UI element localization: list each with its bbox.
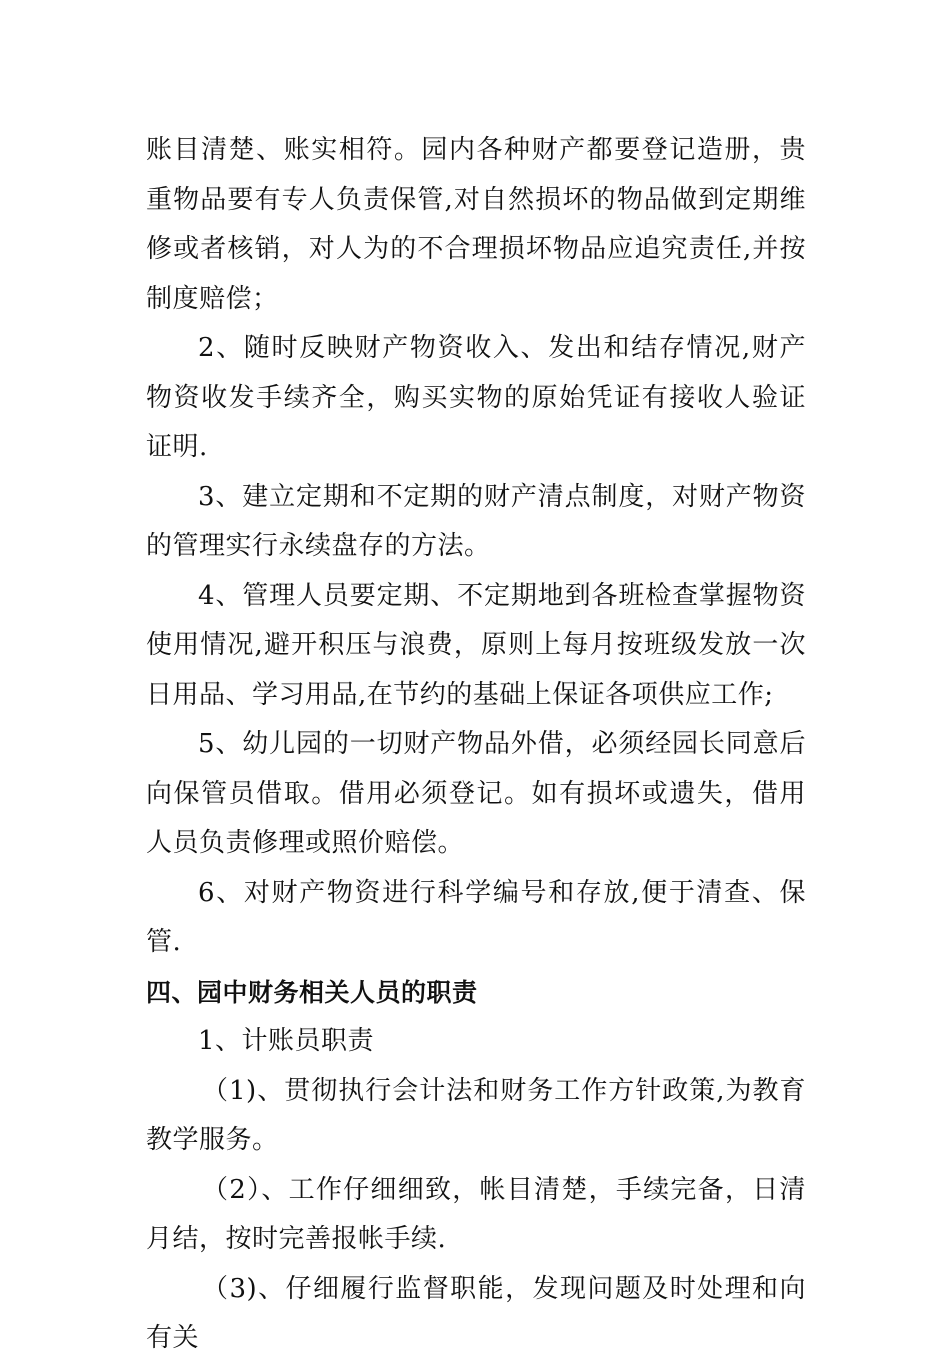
paragraph-item-4: 4、管理人员要定期、不定期地到各班检查掌握物资使用情况,避开积压与浪费，原则上每月按班级发放一次日用品、学习用品,在节约的基础上保证各项供应工作; — [146, 580, 806, 710]
sub-item-1: （1)、贯彻执行会计法和财务工作方针政策,为教育教学服务。 — [146, 1075, 806, 1155]
paragraph-item-6: 6、对财产物资进行科学编号和存放,便于清查、保管. — [146, 877, 806, 957]
sub-item-3: （3)、仔细履行监督职能，发现问题及时处理和向有关 — [146, 1273, 806, 1353]
paragraph-item-2: 2、随时反映财产物资收入、发出和结存情况,财产物资收发手续齐全，购买实物的原始凭证有接收人验证证明. — [146, 333, 806, 462]
paragraph-item-3: 3、建立定期和不定期的财产清点制度，对财产物资的管理实行永续盘存的方法。 — [146, 481, 806, 561]
paragraph-item-5: 5、幼儿园的一切财产物品外借，必须经园长同意后向保管员借取。借用必须登记。如有损坏或遗失，借用人员负责修理或照价赔偿。 — [146, 729, 806, 858]
section-heading: 四、园中财务相关人员的职责 — [146, 977, 478, 1007]
paragraph-continued: 账目清楚、账实相符。园内各种财产都要登记造册，贵重物品要有专人负责保管,对自然损坏的物品做到定期维修或者核销，对人为的不合理损坏物品应追究责任,并按制度赔偿； — [146, 135, 806, 314]
sub-item-2: （2）、工作仔细细致，帐目清楚，手续完备，日清月结，按时完善报帐手续. — [146, 1174, 806, 1254]
subsection-title: 1、计账员职责 — [198, 1026, 375, 1056]
document-body — [146, 126, 806, 1364]
